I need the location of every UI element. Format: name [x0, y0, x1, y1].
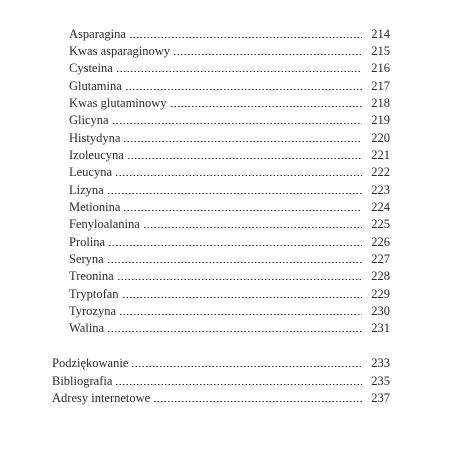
- toc-entry[interactable]: [69, 147, 390, 163]
- leader-dots: [170, 106, 362, 107]
- toc-entry-label: Tyrozyna: [69, 304, 117, 318]
- toc-entry[interactable]: [69, 320, 390, 336]
- toc-entry-label: Glutamina: [69, 79, 122, 93]
- toc-section-label: Adresy internetowe: [52, 391, 151, 405]
- toc-entry-label: Kwas asparaginowy: [69, 44, 171, 58]
- toc-entry-page: 227: [371, 252, 390, 266]
- toc-entry-page: 222: [371, 165, 390, 179]
- toc-entry-page: 216: [371, 61, 390, 75]
- toc-section-label: Bibliografia: [52, 374, 113, 388]
- leader-dots: [108, 245, 362, 246]
- toc-entry[interactable]: [69, 95, 390, 111]
- toc-entry-page: 215: [371, 44, 390, 58]
- toc-entry-label: Izoleucyna: [69, 148, 124, 162]
- toc-entry[interactable]: [69, 130, 390, 146]
- toc-entry[interactable]: [69, 216, 390, 232]
- toc-entry[interactable]: [69, 78, 390, 94]
- leader-dots: [112, 123, 362, 124]
- toc-entry-page: 220: [371, 131, 390, 145]
- toc-entry-label: Kwas glutaminowy: [69, 96, 167, 110]
- toc-entry-page: 230: [371, 304, 390, 318]
- toc-entry-page: 218: [371, 96, 390, 110]
- leader-dots: [107, 331, 362, 332]
- toc-entry-label: Glicyna: [69, 113, 109, 127]
- toc-entry-label: Cysteina: [69, 61, 113, 75]
- leader-dots: [125, 89, 362, 90]
- toc-entry-page: 224: [371, 200, 390, 214]
- toc-entry-label: Fenyloalanina: [69, 217, 140, 231]
- toc-entry-label: Prolina: [69, 235, 106, 249]
- toc-entry[interactable]: [69, 199, 390, 215]
- toc-entry[interactable]: [69, 60, 390, 76]
- toc-entry-label: Treonina: [69, 269, 114, 283]
- leader-dots: [153, 401, 362, 402]
- leader-dots: [122, 297, 362, 298]
- leader-dots: [116, 71, 362, 72]
- toc-entry-label: Walina: [69, 321, 105, 335]
- leader-dots: [119, 314, 362, 315]
- toc-entry[interactable]: [69, 268, 390, 284]
- toc-entry[interactable]: [69, 182, 390, 198]
- leader-dots: [173, 54, 362, 55]
- leader-dots: [107, 262, 362, 263]
- toc-entry[interactable]: [69, 234, 390, 250]
- leader-dots: [127, 158, 362, 159]
- toc-entry-label: Seryna: [69, 252, 104, 266]
- leader-dots: [143, 227, 362, 228]
- leader-dots: [129, 37, 362, 38]
- toc-entry-label: Asparagina: [69, 27, 126, 41]
- leader-dots: [123, 141, 362, 142]
- toc-section-entry[interactable]: [52, 373, 390, 389]
- toc-entry-page: 214: [371, 27, 390, 41]
- toc-entry-label: Lizyna: [69, 183, 104, 197]
- toc-entry[interactable]: [69, 303, 390, 319]
- toc-section-page: 233: [371, 356, 390, 370]
- leader-dots: [123, 210, 362, 211]
- toc-section-label: Podziękowanie: [52, 356, 129, 370]
- toc-entry-label: Histydyna: [69, 131, 121, 145]
- toc-entry-page: 217: [371, 79, 390, 93]
- toc-section-entry[interactable]: [52, 355, 390, 371]
- toc-entry-page: 226: [371, 235, 390, 249]
- toc-entry-label: Metionina: [69, 200, 121, 214]
- toc-entry-label: Leucyna: [69, 165, 113, 179]
- toc-entry[interactable]: [69, 43, 390, 59]
- leader-dots: [117, 279, 362, 280]
- toc-entry-page: 223: [371, 183, 390, 197]
- toc-entry[interactable]: [69, 112, 390, 128]
- toc-entry[interactable]: [69, 26, 390, 42]
- toc-section-page: 235: [371, 374, 390, 388]
- toc-entry-page: 229: [371, 287, 390, 301]
- toc-entry-page: 221: [371, 148, 390, 162]
- leader-dots: [107, 193, 362, 194]
- leader-dots: [115, 384, 362, 385]
- toc-entry[interactable]: [69, 251, 390, 267]
- toc-section-entry[interactable]: [52, 390, 390, 406]
- toc-section-page: 237: [371, 391, 390, 405]
- leader-dots: [115, 175, 362, 176]
- toc-entry-page: 228: [371, 269, 390, 283]
- toc-entry-page: 225: [371, 217, 390, 231]
- toc-entry-page: 231: [371, 321, 390, 335]
- toc-entry-label: Tryptofan: [69, 287, 119, 301]
- toc-entry[interactable]: [69, 164, 390, 180]
- toc-entry-page: 219: [371, 113, 390, 127]
- toc-entry[interactable]: [69, 286, 390, 302]
- leader-dots: [131, 366, 362, 367]
